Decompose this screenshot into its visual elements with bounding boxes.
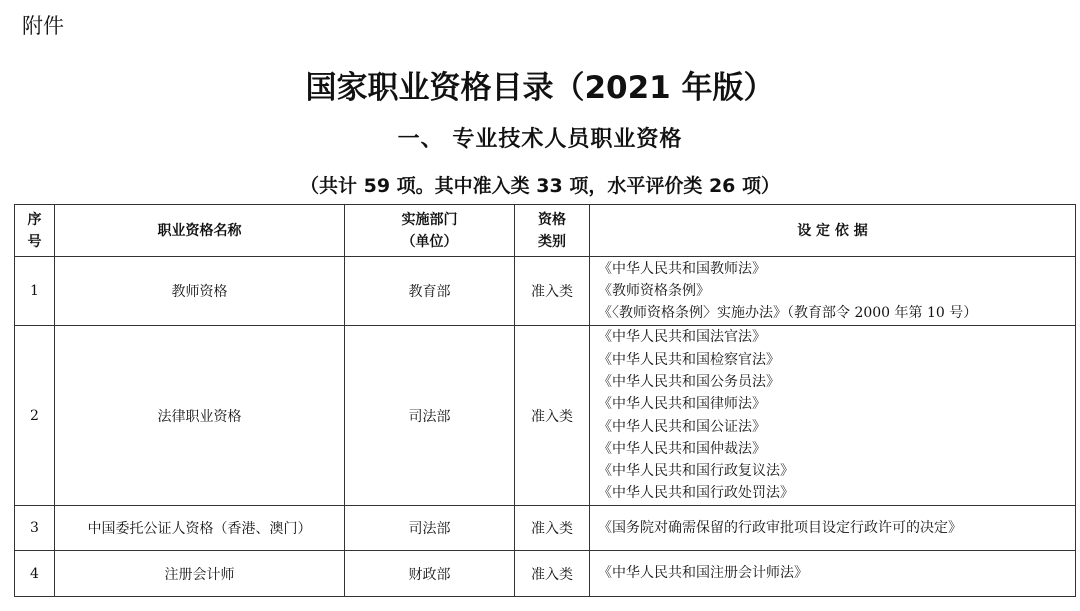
section-title: 一、 专业技术人员职业资格 (397, 127, 683, 152)
row-category: 准入类 (515, 257, 590, 326)
row-category: 准入类 (515, 326, 590, 506)
qualification-table (14, 204, 1076, 597)
row-dept: 司法部 (345, 326, 515, 506)
header-category-line2: 类别 (538, 233, 566, 250)
row-name: 中国委托公证人资格（香港、澳门） (55, 506, 345, 551)
basis-item: 《中华人民共和国注册会计师法》 (598, 565, 808, 582)
attachment-label: 附件 (22, 14, 64, 38)
header-dept (345, 205, 515, 257)
row-category: 准入类 (515, 551, 590, 597)
row-dept: 财政部 (345, 551, 515, 597)
row-category: 准入类 (515, 506, 590, 551)
basis-item: 《中华人民共和国教师法》 (598, 260, 766, 277)
summary-text: （共计 59 项。其中准入类 33 项，水平评价类 26 项） (299, 175, 780, 197)
header-category-line1: 资格 (538, 211, 566, 228)
header-dept-line2: （单位） (401, 233, 458, 250)
row-index: 1 (15, 257, 55, 326)
basis-item: 《国务院对确需保留的行政审批项目设定行政许可的决定》 (598, 519, 962, 536)
row-name: 注册会计师 (55, 551, 345, 597)
basis-item: 《中华人民共和国公务员法》 (598, 373, 780, 390)
header-index (15, 205, 55, 257)
row-basis (590, 506, 1076, 551)
header-index-line2: 号 (27, 233, 42, 250)
basis-item: 《中华人民共和国行政处罚法》 (598, 485, 794, 502)
table-row (15, 257, 1076, 326)
row-dept: 教育部 (345, 257, 515, 326)
header-index-line1: 序 (27, 211, 42, 228)
header-basis: 设 定 依 据 (590, 205, 1076, 257)
basis-item: 《〈教师资格条例〉实施办法》（教育部令 2000 年第 10 号） (598, 305, 978, 322)
table-row (15, 551, 1076, 597)
basis-item: 《中华人民共和国仲裁法》 (598, 440, 766, 457)
table-row (15, 326, 1076, 506)
basis-item: 《中华人民共和国法官法》 (598, 329, 766, 346)
basis-item: 《中华人民共和国检察官法》 (598, 351, 780, 368)
header-dept-line1: 实施部门 (401, 211, 458, 228)
row-basis (590, 326, 1076, 506)
row-basis (590, 257, 1076, 326)
row-index: 4 (15, 551, 55, 597)
basis-item: 《中华人民共和国公证法》 (598, 418, 766, 435)
basis-item: 《中华人民共和国行政复议法》 (598, 463, 794, 480)
basis-item: 《教师资格条例》 (598, 282, 710, 299)
row-name: 法律职业资格 (55, 326, 345, 506)
row-name: 教师资格 (55, 257, 345, 326)
page-title: 国家职业资格目录（2021 年版） (305, 70, 775, 106)
header-name: 职业资格名称 (55, 205, 345, 257)
header-category (515, 205, 590, 257)
basis-item: 《中华人民共和国律师法》 (598, 396, 766, 413)
row-index: 2 (15, 326, 55, 506)
table-header-row (15, 205, 1076, 257)
table-row (15, 506, 1076, 551)
row-dept: 司法部 (345, 506, 515, 551)
row-basis (590, 551, 1076, 597)
row-index: 3 (15, 506, 55, 551)
